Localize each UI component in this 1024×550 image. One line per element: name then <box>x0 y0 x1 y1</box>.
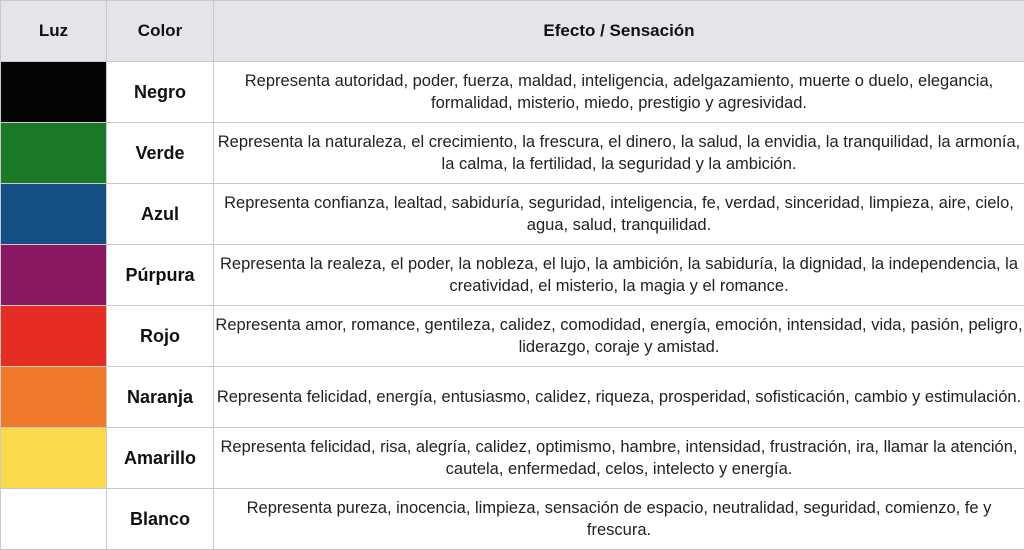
table-header <box>1 1 1024 62</box>
color-swatch <box>1 306 107 367</box>
color-swatch <box>1 123 107 184</box>
effect-description: Representa la realeza, el poder, la nobleza, el lujo, la ambición, la sabiduría, la dignidad, la independencia, la creatividad, el misterio, la magia y el romance. <box>214 245 1024 306</box>
color-swatch <box>1 62 107 123</box>
color-name: Rojo <box>107 306 214 367</box>
table-row <box>1 62 1024 123</box>
color-name: Verde <box>107 123 214 184</box>
color-name: Naranja <box>107 367 214 428</box>
color-name: Púrpura <box>107 245 214 306</box>
table-row <box>1 428 1024 489</box>
effect-description: Representa felicidad, energía, entusiasmo, calidez, riqueza, prosperidad, sofisticación, cambio y estimulación. <box>214 367 1024 428</box>
table-row <box>1 306 1024 367</box>
table-row <box>1 245 1024 306</box>
effect-description: Representa amor, romance, gentileza, calidez, comodidad, energía, emoción, intensidad, vida, pasión, peligro, liderazgo, coraje y amistad. <box>214 306 1024 367</box>
color-swatch <box>1 367 107 428</box>
header-efecto: Efecto / Sensación <box>214 1 1024 62</box>
table-body <box>1 62 1024 550</box>
header-row <box>1 1 1024 62</box>
table-row <box>1 123 1024 184</box>
color-name: Amarillo <box>107 428 214 489</box>
color-swatch <box>1 428 107 489</box>
color-swatch <box>1 184 107 245</box>
effect-description: Representa pureza, inocencia, limpieza, sensación de espacio, neutralidad, seguridad, comienzo, fe y frescura. <box>214 489 1024 550</box>
table-row <box>1 367 1024 428</box>
effect-description: Representa felicidad, risa, alegría, calidez, optimismo, hambre, intensidad, frustración, ira, llamar la atención, cautela, enfermedad, celos, intelecto y energía. <box>214 428 1024 489</box>
header-color: Color <box>107 1 214 62</box>
color-swatch <box>1 245 107 306</box>
color-swatch <box>1 489 107 550</box>
table-row <box>1 184 1024 245</box>
effect-description: Representa confianza, lealtad, sabiduría, seguridad, inteligencia, fe, verdad, sinceridad, limpieza, aire, cielo, agua, salud, tranquilidad. <box>214 184 1024 245</box>
table-row <box>1 489 1024 550</box>
color-name: Azul <box>107 184 214 245</box>
effect-description: Representa la naturaleza, el crecimiento, la frescura, el dinero, la salud, la envidia, la tranquilidad, la armonía, la calma, la fertilidad, la seguridad y la ambición. <box>214 123 1024 184</box>
header-luz: Luz <box>1 1 107 62</box>
color-name: Blanco <box>107 489 214 550</box>
color-name: Negro <box>107 62 214 123</box>
effect-description: Representa autoridad, poder, fuerza, maldad, inteligencia, adelgazamiento, muerte o duelo, elegancia, formalidad, misterio, miedo, prestigio y agresividad. <box>214 62 1024 123</box>
